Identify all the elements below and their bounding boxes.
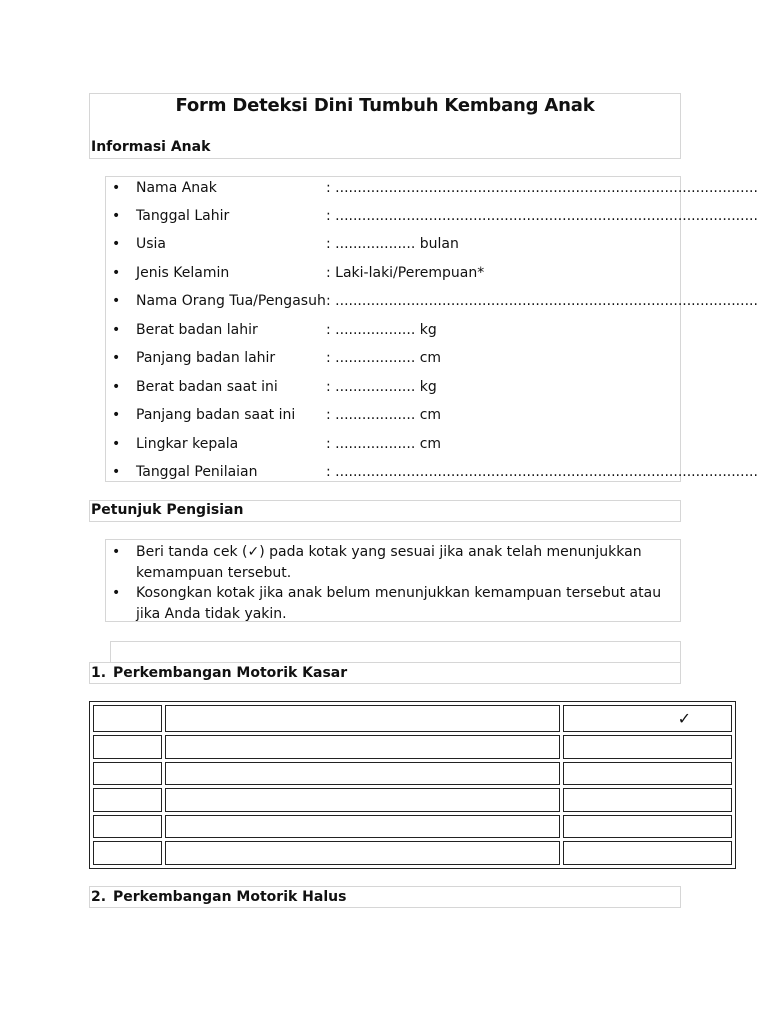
info-row-berat-lahir [112, 322, 678, 344]
spacer-box [110, 641, 681, 663]
table-cell-check[interactable] [563, 815, 732, 839]
table-cell-no [93, 841, 162, 865]
bullet-icon: • [112, 265, 121, 281]
bullet-icon: • [112, 585, 121, 601]
info-label: Tanggal Lahir [136, 208, 230, 224]
bullet-icon: • [112, 180, 121, 196]
section-2-heading [91, 889, 346, 905]
info-value-field[interactable]: : ............................................................................................... [326, 293, 758, 309]
bullet-icon: • [112, 236, 121, 252]
checklist-table [89, 701, 736, 869]
info-value-field[interactable]: : .................. bulan [326, 236, 459, 252]
section-number: 2. [91, 889, 107, 905]
info-label: Tanggal Penilaian [136, 464, 258, 480]
petunjuk-heading: Petunjuk Pengisian [91, 502, 244, 518]
info-row-lingkar-kepala [112, 436, 678, 458]
table-row [93, 762, 732, 786]
info-row-berat-kini [112, 379, 678, 401]
table-cell-check[interactable] [563, 705, 732, 732]
info-row-panjang-lahir [112, 350, 678, 372]
table-cell-item [165, 762, 560, 786]
bullet-icon: • [112, 407, 121, 423]
table-cell-no [93, 788, 162, 812]
table-cell-item [165, 705, 560, 732]
instruction-text: Beri tanda cek (✓) pada kotak yang sesuai jika anak telah menunjukkan kemampuan tersebut. [136, 544, 642, 581]
bullet-icon: • [112, 544, 121, 560]
table-cell-no [93, 815, 162, 839]
info-row-usia [112, 236, 678, 258]
section-number: 1. [91, 665, 107, 681]
table-row [93, 815, 732, 839]
section-label: Perkembangan Motorik Halus [113, 889, 347, 905]
table-row [93, 788, 732, 812]
info-label: Panjang badan saat ini [136, 407, 296, 423]
bullet-icon: • [112, 464, 121, 480]
table-cell-no [93, 705, 162, 732]
check-mark-icon: ✓ [677, 709, 691, 729]
info-label: Nama Orang Tua/Pengasuh [136, 293, 326, 309]
table-row [93, 735, 732, 759]
instruction-item [112, 542, 672, 584]
table-row [93, 841, 732, 865]
section-label: Perkembangan Motorik Kasar [113, 665, 348, 681]
table-cell-item [165, 841, 560, 865]
bullet-icon: • [112, 293, 121, 309]
info-row-nama-orang-tua [112, 293, 758, 315]
bullet-icon: • [112, 322, 121, 338]
info-row-tanggal-lahir [112, 208, 758, 230]
instruction-item [112, 583, 672, 625]
bullet-icon: • [112, 350, 121, 366]
info-label: Panjang badan lahir [136, 350, 276, 366]
info-label: Usia [136, 236, 167, 252]
table-cell-check[interactable] [563, 788, 732, 812]
table-cell-check[interactable] [563, 735, 732, 759]
info-value-field[interactable]: : .................. kg [326, 322, 437, 338]
bullet-icon: • [112, 436, 121, 452]
table-cell-item [165, 735, 560, 759]
info-value-field[interactable]: : .................. cm [326, 436, 442, 452]
info-value-field[interactable]: : .................. kg [326, 379, 437, 395]
info-label: Berat badan lahir [136, 322, 258, 338]
info-label: Berat badan saat ini [136, 379, 278, 395]
info-label: Lingkar kepala [136, 436, 239, 452]
info-row-panjang-kini [112, 407, 678, 429]
info-label: Jenis Kelamin [136, 265, 230, 281]
bullet-icon: • [112, 379, 121, 395]
table-cell-item [165, 788, 560, 812]
info-value-field[interactable]: : ............................................................................................... [326, 180, 758, 196]
table-row [93, 705, 732, 732]
table-cell-no [93, 762, 162, 786]
info-row-jenis-kelamin [112, 265, 678, 287]
instruction-text: Kosongkan kotak jika anak belum menunjukkan kemampuan tersebut atau jika Anda tidak yakin. [136, 585, 662, 622]
section-1-heading [91, 665, 347, 681]
info-value-field[interactable]: : ............................................................................................... [326, 208, 758, 224]
info-value-field[interactable]: : Laki-laki/Perempuan* [326, 265, 485, 281]
table-cell-item [165, 815, 560, 839]
info-row-nama-anak [112, 180, 758, 202]
page-title: Form Deteksi Dini Tumbuh Kembang Anak [175, 95, 595, 116]
table-cell-check[interactable] [563, 762, 732, 786]
bullet-icon: • [112, 208, 121, 224]
info-row-tanggal-penilaian [112, 464, 758, 486]
info-value-field[interactable]: : .................. cm [326, 407, 442, 423]
table-cell-no [93, 735, 162, 759]
info-label: Nama Anak [136, 180, 217, 196]
info-value-field[interactable]: : ............................................................................................... [326, 464, 758, 480]
info-value-field[interactable]: : .................. cm [326, 350, 442, 366]
info-heading: Informasi Anak [91, 139, 211, 155]
table-cell-check[interactable] [563, 841, 732, 865]
